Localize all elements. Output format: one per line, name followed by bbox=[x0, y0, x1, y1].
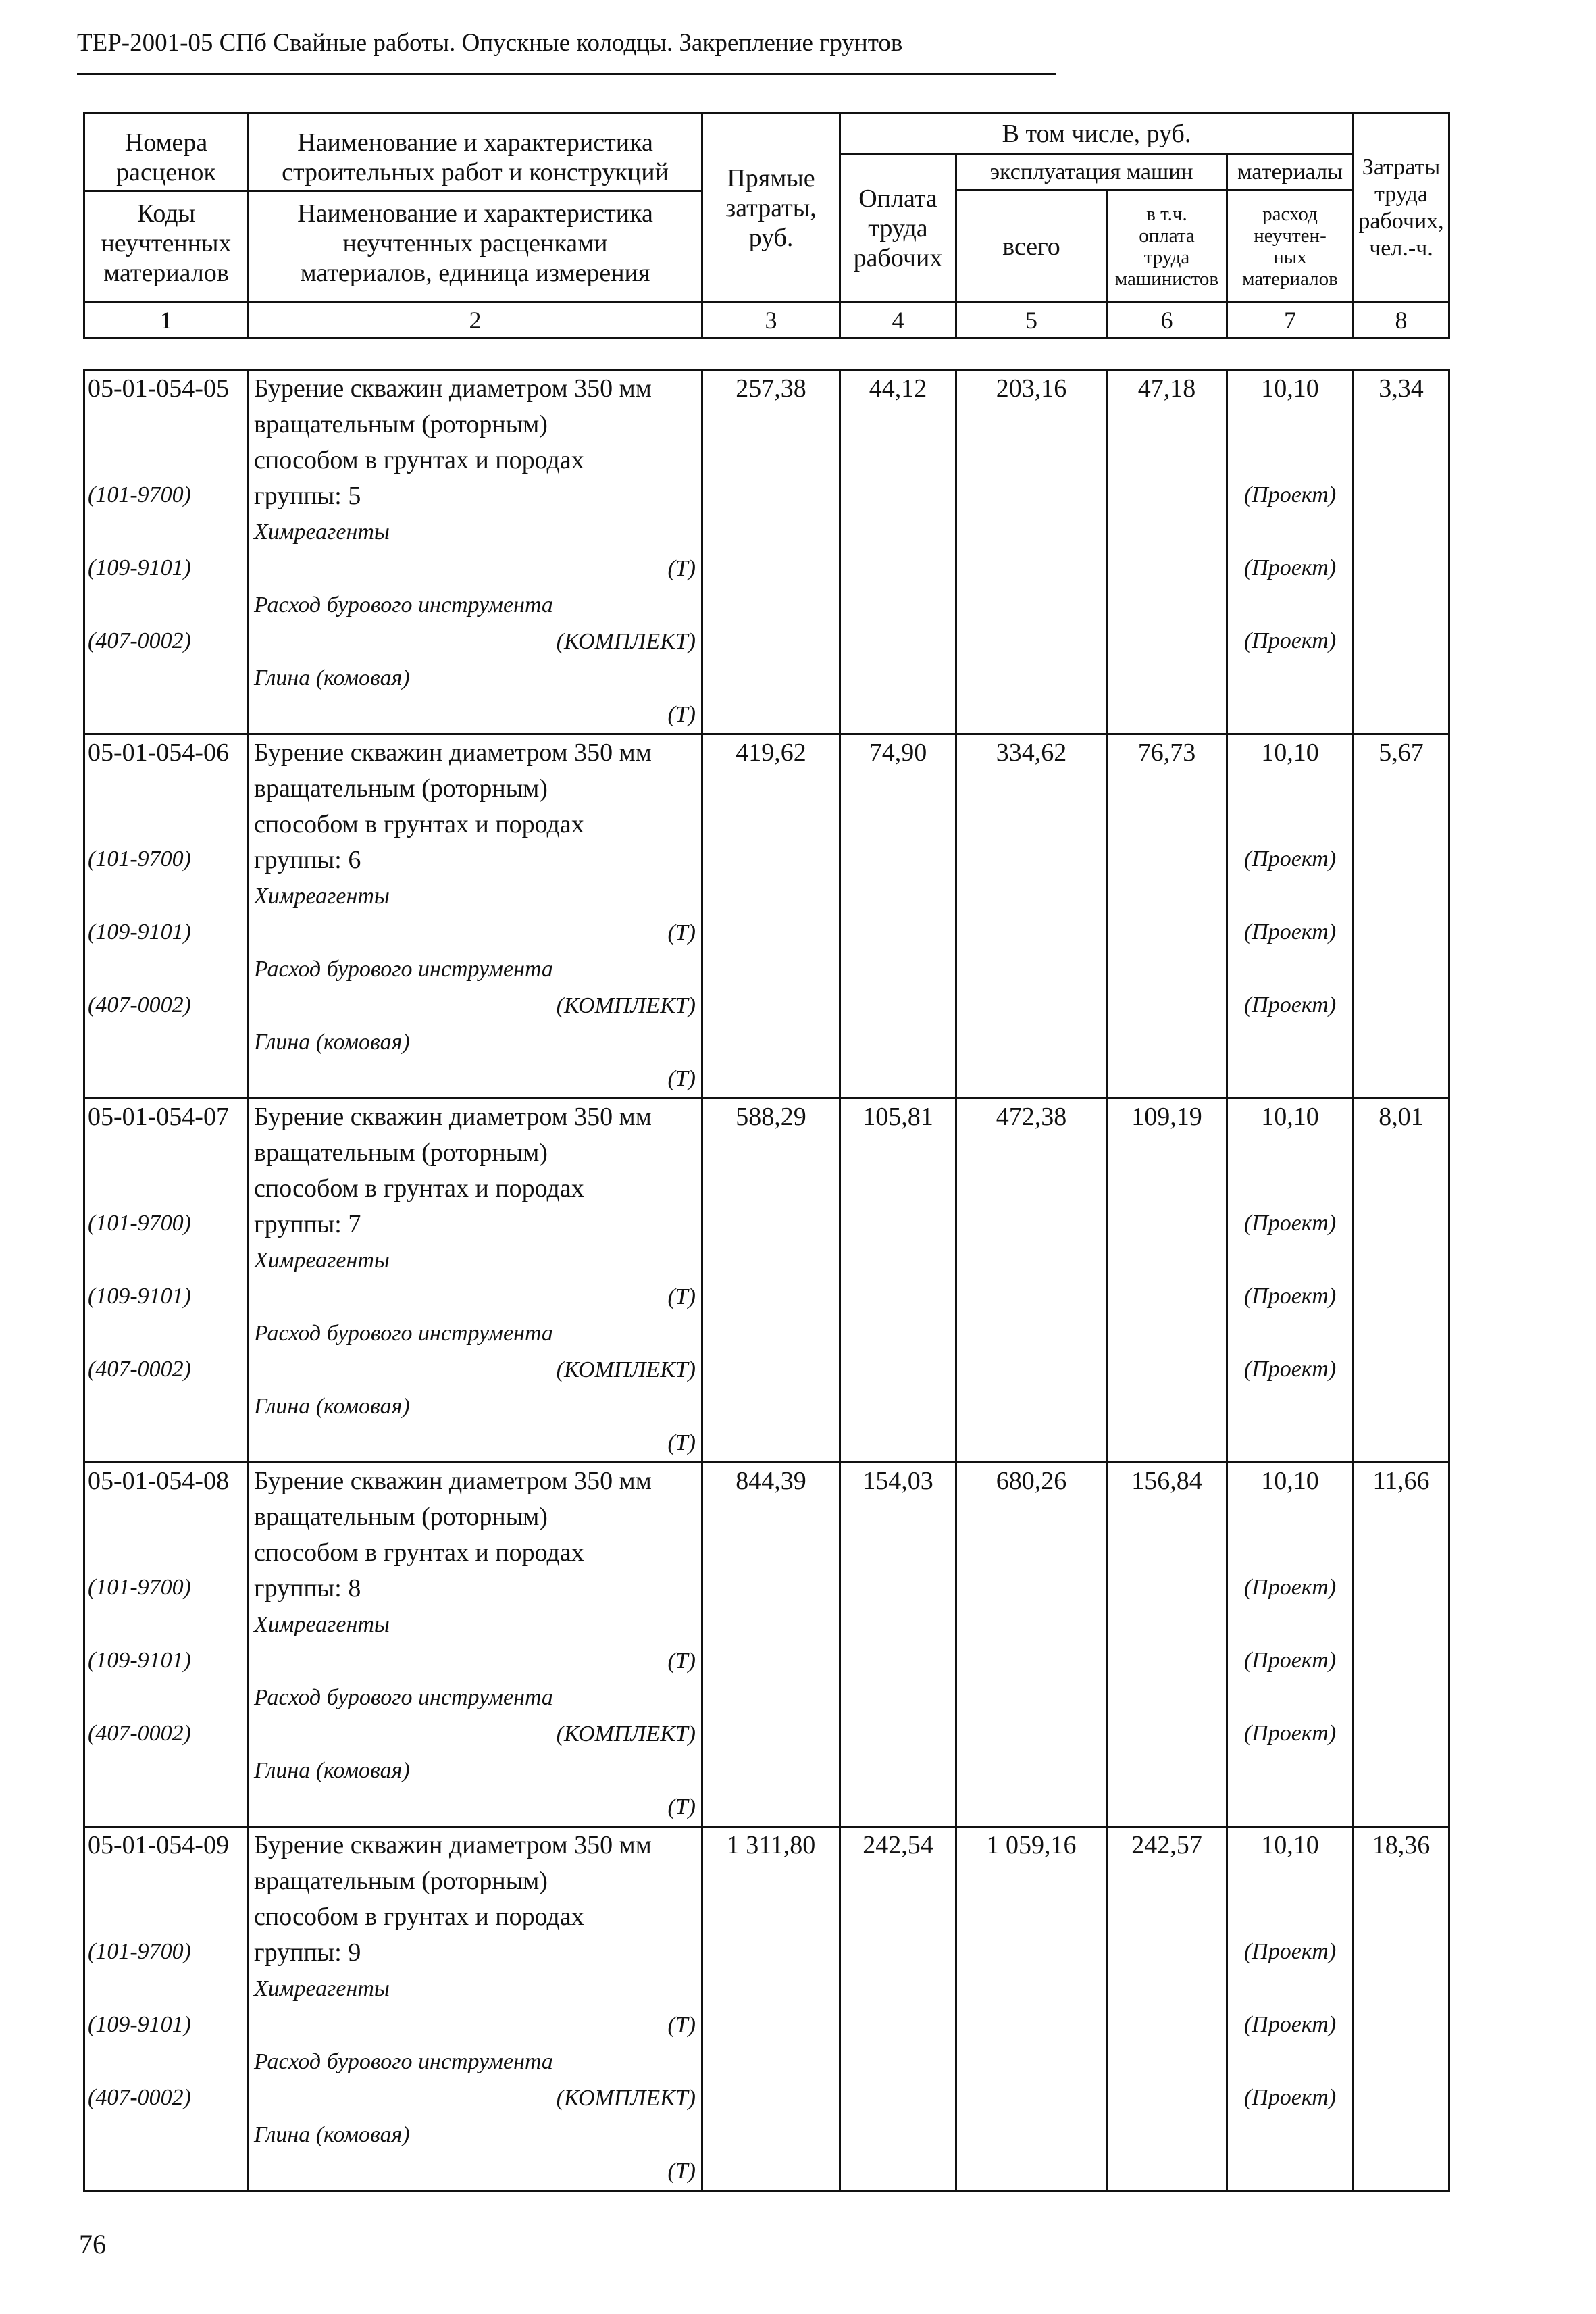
rate-name-line: группы: 9 bbox=[254, 1938, 361, 1967]
spacer bbox=[1228, 1863, 1352, 1898]
rate-name-line: группы: 8 bbox=[254, 1574, 361, 1603]
direct-costs-cell bbox=[702, 1099, 840, 1463]
machinist-pay-cell bbox=[1107, 734, 1227, 1099]
header-machinist-pay-line: труда bbox=[1143, 246, 1190, 268]
header-machines-total: всего bbox=[956, 191, 1107, 303]
spacer bbox=[1228, 2043, 1352, 2080]
spacer bbox=[88, 586, 247, 623]
machinist-pay-cell bbox=[1107, 1463, 1227, 1827]
spacer bbox=[1228, 407, 1352, 442]
header-machines-group: эксплуатация машин bbox=[956, 154, 1227, 191]
labor-hours-cell bbox=[1354, 1827, 1449, 2191]
rate-name-cell bbox=[249, 1099, 702, 1463]
header-group-title: В том числе, руб. bbox=[840, 114, 1354, 154]
spacer bbox=[1228, 1315, 1352, 1351]
material-unit: (Т) bbox=[667, 1649, 696, 1674]
rate-name-cell bbox=[249, 1827, 702, 2191]
direct-costs-value: 1 311,80 bbox=[726, 1831, 816, 1859]
material-name: Расход бурового инструмента bbox=[254, 593, 553, 618]
header-col2-divider bbox=[247, 190, 703, 192]
spacer bbox=[1228, 513, 1352, 550]
column-number: 1 bbox=[84, 303, 249, 338]
header-labor-hours-line: рабочих, bbox=[1358, 208, 1444, 234]
spacer bbox=[88, 951, 247, 987]
direct-costs-value: 257,38 bbox=[736, 374, 806, 403]
spacer bbox=[1228, 1024, 1352, 1060]
machines-total-value: 203,16 bbox=[996, 374, 1067, 403]
material-name: Глина (комовая) bbox=[254, 1758, 410, 1783]
rate-row bbox=[84, 1099, 1449, 1463]
header-direct-costs-line: Прямые bbox=[727, 164, 815, 193]
material-unit: (Т) bbox=[667, 1284, 696, 1309]
header-labor-pay-line: рабочих bbox=[853, 243, 943, 272]
rate-name-line: вращательным (роторным) bbox=[254, 1503, 548, 1531]
material-name: Глина (комовая) bbox=[254, 1394, 410, 1419]
spacer bbox=[1228, 951, 1352, 987]
material-note: (Проект) bbox=[1243, 1939, 1337, 1964]
direct-costs-value: 844,39 bbox=[736, 1467, 806, 1495]
spacer bbox=[88, 806, 247, 841]
header-col2-bottom-line: материалов, единица измерения bbox=[300, 259, 650, 287]
material-name: Глина (комовая) bbox=[254, 665, 410, 690]
header-direct-costs-line: руб. bbox=[748, 223, 794, 252]
materials-cell bbox=[1227, 734, 1354, 1099]
header-labor-pay-line: труда bbox=[868, 213, 928, 243]
labor-pay-cell bbox=[840, 734, 956, 1099]
material-code: (407-0002) bbox=[88, 1357, 191, 1382]
machines-total-cell bbox=[956, 370, 1107, 734]
material-name: Химреагенты bbox=[254, 884, 390, 909]
material-unit: (КОМПЛЕКТ) bbox=[556, 1721, 696, 1746]
header-machinist-pay-line: в т.ч. bbox=[1146, 203, 1187, 225]
rate-code-cell bbox=[84, 734, 249, 1099]
spacer bbox=[1228, 771, 1352, 806]
machinist-pay-cell bbox=[1107, 370, 1227, 734]
material-code: (109-9101) bbox=[88, 920, 191, 945]
material-name: Химреагенты bbox=[254, 1976, 390, 2001]
rate-code-cell bbox=[84, 1099, 249, 1463]
material-note: (Проект) bbox=[1243, 482, 1337, 507]
column-header-table bbox=[83, 112, 1450, 339]
labor-pay-value: 154,03 bbox=[863, 1467, 933, 1495]
materials-cell bbox=[1227, 1827, 1354, 2191]
material-name: Химреагенты bbox=[254, 1248, 390, 1273]
spacer bbox=[88, 1499, 247, 1534]
machines-total-cell bbox=[956, 1463, 1107, 1827]
materials-value: 10,10 bbox=[1261, 1103, 1319, 1131]
material-code: (407-0002) bbox=[88, 2085, 191, 2110]
spacer bbox=[88, 1388, 247, 1424]
machines-total-cell bbox=[956, 734, 1107, 1099]
materials-cell bbox=[1227, 1099, 1354, 1463]
header-materials-consumption-line: ных bbox=[1273, 246, 1307, 268]
machinist-pay-cell bbox=[1107, 1099, 1227, 1463]
rates-table bbox=[83, 369, 1450, 2192]
header-machinist-pay-line: оплата bbox=[1139, 224, 1195, 247]
labor-hours-cell bbox=[1354, 734, 1449, 1099]
material-code: (407-0002) bbox=[88, 1721, 191, 1746]
material-unit: (Т) bbox=[667, 1066, 696, 1091]
direct-costs-cell bbox=[702, 1463, 840, 1827]
direct-costs-value: 419,62 bbox=[736, 738, 806, 767]
material-code: (109-9101) bbox=[88, 555, 191, 580]
direct-costs-cell bbox=[702, 370, 840, 734]
spacer bbox=[88, 1679, 247, 1715]
spacer bbox=[1228, 1534, 1352, 1569]
material-name: Глина (комовая) bbox=[254, 1030, 410, 1055]
material-note: (Проект) bbox=[1243, 1575, 1337, 1600]
rate-name-line: вращательным (роторным) bbox=[254, 410, 548, 438]
rate-code: 05-01-054-07 bbox=[88, 1103, 229, 1131]
spacer bbox=[88, 407, 247, 442]
column-number: 7 bbox=[1227, 303, 1354, 338]
spacer bbox=[88, 1898, 247, 1934]
header-direct-costs bbox=[702, 114, 840, 303]
direct-costs-cell bbox=[702, 734, 840, 1099]
page-number: 76 bbox=[79, 2229, 106, 2259]
materials-value: 10,10 bbox=[1261, 1831, 1319, 1859]
header-col2 bbox=[249, 114, 702, 303]
labor-hours-value: 8,01 bbox=[1379, 1103, 1424, 1131]
material-unit: (Т) bbox=[667, 2159, 696, 2184]
machines-total-value: 1 059,16 bbox=[986, 1831, 1077, 1859]
labor-pay-cell bbox=[840, 1099, 956, 1463]
rate-name-line: способом в грунтах и породах bbox=[254, 446, 584, 474]
column-number: 6 bbox=[1107, 303, 1227, 338]
machinist-pay-value: 47,18 bbox=[1137, 374, 1196, 403]
rate-row bbox=[84, 734, 1449, 1099]
rate-name-line: способом в грунтах и породах bbox=[254, 1174, 584, 1203]
material-code: (101-9700) bbox=[88, 482, 191, 507]
spacer bbox=[88, 513, 247, 550]
spacer bbox=[88, 1606, 247, 1642]
material-unit: (Т) bbox=[667, 556, 696, 581]
spacer bbox=[88, 1315, 247, 1351]
direct-costs-cell bbox=[702, 1827, 840, 2191]
spacer bbox=[88, 1024, 247, 1060]
material-unit: (КОМПЛЕКТ) bbox=[556, 993, 696, 1018]
header-materials-consumption-line: неучтен- bbox=[1254, 224, 1327, 247]
material-note: (Проект) bbox=[1243, 1648, 1337, 1673]
material-name: Расход бурового инструмента bbox=[254, 1685, 553, 1710]
rate-name-line: способом в грунтах и породах bbox=[254, 1538, 584, 1567]
machines-total-cell bbox=[956, 1827, 1107, 2191]
rate-row bbox=[84, 1463, 1449, 1827]
labor-hours-value: 5,67 bbox=[1379, 738, 1424, 767]
rate-name-line: группы: 5 bbox=[254, 482, 361, 510]
header-labor-hours-line: Затраты bbox=[1362, 154, 1441, 180]
machinist-pay-value: 109,19 bbox=[1131, 1103, 1202, 1131]
material-unit: (Т) bbox=[667, 1794, 696, 1819]
spacer bbox=[88, 1242, 247, 1278]
labor-hours-value: 18,36 bbox=[1372, 1831, 1431, 1859]
rate-name-line: группы: 6 bbox=[254, 846, 361, 874]
materials-value: 10,10 bbox=[1261, 1467, 1319, 1495]
rate-code: 05-01-054-08 bbox=[88, 1467, 229, 1495]
header-labor-pay-line: Оплата bbox=[858, 184, 937, 213]
spacer bbox=[1228, 1898, 1352, 1934]
spacer bbox=[1228, 586, 1352, 623]
rate-name-line: Бурение скважин диаметром 350 мм bbox=[254, 374, 652, 403]
rate-code: 05-01-054-06 bbox=[88, 738, 229, 767]
machinist-pay-value: 242,57 bbox=[1131, 1831, 1202, 1859]
spacer bbox=[88, 878, 247, 914]
material-unit: (КОМПЛЕКТ) bbox=[556, 1357, 696, 1382]
labor-hours-cell bbox=[1354, 1463, 1449, 1827]
material-unit: (КОМПЛЕКТ) bbox=[556, 629, 696, 654]
header-col2-top-line: Наименование и характеристика bbox=[297, 128, 653, 157]
labor-hours-value: 11,66 bbox=[1372, 1467, 1430, 1495]
rate-name-line: Бурение скважин диаметром 350 мм bbox=[254, 1103, 652, 1131]
spacer bbox=[1228, 1499, 1352, 1534]
rate-code: 05-01-054-05 bbox=[88, 374, 229, 403]
document-header-title: ТЕР-2001-05 СПб Свайные работы. Опускные колодцы. Закрепление грунтов bbox=[77, 29, 903, 57]
spacer bbox=[1228, 1752, 1352, 1788]
column-number: 4 bbox=[840, 303, 956, 338]
rate-name-line: вращательным (роторным) bbox=[254, 774, 548, 803]
spacer bbox=[1228, 806, 1352, 841]
rate-name-cell bbox=[249, 1463, 702, 1827]
material-note: (Проект) bbox=[1243, 628, 1337, 653]
spacer bbox=[88, 771, 247, 806]
direct-costs-value: 588,29 bbox=[736, 1103, 806, 1131]
labor-hours-cell bbox=[1354, 370, 1449, 734]
rate-name-cell bbox=[249, 370, 702, 734]
rate-name-line: Бурение скважин диаметром 350 мм bbox=[254, 738, 652, 767]
spacer bbox=[1228, 1242, 1352, 1278]
spacer bbox=[88, 1534, 247, 1569]
header-direct-costs-line: затраты, bbox=[725, 193, 817, 222]
labor-pay-value: 44,12 bbox=[869, 374, 927, 403]
rate-name-line: вращательным (роторным) bbox=[254, 1867, 548, 1895]
rate-name-line: способом в грунтах и породах bbox=[254, 1903, 584, 1931]
header-labor-hours-line: труда bbox=[1374, 181, 1428, 207]
spacer bbox=[1228, 442, 1352, 477]
labor-hours-cell bbox=[1354, 1099, 1449, 1463]
material-note: (Проект) bbox=[1243, 2085, 1337, 2110]
material-code: (101-9700) bbox=[88, 847, 191, 872]
spacer bbox=[1228, 1170, 1352, 1205]
column-number: 2 bbox=[249, 303, 702, 338]
labor-hours-value: 3,34 bbox=[1379, 374, 1424, 403]
header-machinist-pay-line: машинистов bbox=[1114, 268, 1219, 290]
material-code: (407-0002) bbox=[88, 628, 191, 653]
rate-code-cell bbox=[84, 1827, 249, 2191]
machines-total-value: 472,38 bbox=[996, 1103, 1067, 1131]
header-col1 bbox=[84, 114, 249, 303]
spacer bbox=[88, 442, 247, 477]
material-name: Химреагенты bbox=[254, 1612, 390, 1637]
rate-name-line: группы: 7 bbox=[254, 1210, 361, 1238]
material-name: Расход бурового инструмента bbox=[254, 2049, 553, 2074]
materials-value: 10,10 bbox=[1261, 738, 1319, 767]
rate-code: 05-01-054-09 bbox=[88, 1831, 229, 1859]
header-materials-consumption-line: материалов bbox=[1242, 268, 1338, 290]
column-number: 3 bbox=[702, 303, 840, 338]
header-materials-consumption-line: расход bbox=[1262, 203, 1318, 225]
material-unit: (КОМПЛЕКТ) bbox=[556, 2086, 696, 2111]
material-name: Расход бурового инструмента bbox=[254, 1321, 553, 1346]
header-col2-bottom-line: Наименование и характеристика bbox=[297, 199, 653, 228]
material-name: Расход бурового инструмента bbox=[254, 957, 553, 982]
materials-cell bbox=[1227, 1463, 1354, 1827]
spacer bbox=[88, 1863, 247, 1898]
rate-code-cell bbox=[84, 370, 249, 734]
column-number: 8 bbox=[1354, 303, 1449, 338]
spacer bbox=[88, 1170, 247, 1205]
column-number: 5 bbox=[956, 303, 1107, 338]
machinist-pay-cell bbox=[1107, 1827, 1227, 2191]
material-note: (Проект) bbox=[1243, 992, 1337, 1017]
material-code: (101-9700) bbox=[88, 1211, 191, 1236]
spacer bbox=[88, 2043, 247, 2080]
materials-cell bbox=[1227, 370, 1354, 734]
labor-pay-value: 105,81 bbox=[863, 1103, 933, 1131]
spacer bbox=[1228, 2116, 1352, 2153]
spacer bbox=[88, 2116, 247, 2153]
labor-pay-value: 242,54 bbox=[863, 1831, 933, 1859]
spacer bbox=[1228, 1606, 1352, 1642]
rate-name-line: Бурение скважин диаметром 350 мм bbox=[254, 1831, 652, 1859]
header-col1-top-line: расценок bbox=[116, 158, 216, 186]
material-name: Химреагенты bbox=[254, 520, 390, 545]
material-code: (109-9101) bbox=[88, 1648, 191, 1673]
header-materials-group: материалы bbox=[1227, 154, 1354, 191]
labor-pay-cell bbox=[840, 370, 956, 734]
spacer bbox=[88, 659, 247, 696]
header-col1-divider bbox=[83, 190, 249, 192]
spacer bbox=[1228, 878, 1352, 914]
header-labor-hours-line: чел.-ч. bbox=[1369, 235, 1433, 261]
material-note: (Проект) bbox=[1243, 1721, 1337, 1746]
machines-total-cell bbox=[956, 1099, 1107, 1463]
rate-row bbox=[84, 1827, 1449, 2191]
labor-pay-value: 74,90 bbox=[869, 738, 927, 767]
header-materials-consumption bbox=[1227, 191, 1354, 303]
machinist-pay-value: 76,73 bbox=[1137, 738, 1196, 767]
material-code: (109-9101) bbox=[88, 2012, 191, 2037]
material-note: (Проект) bbox=[1243, 1211, 1337, 1236]
material-note: (Проект) bbox=[1243, 847, 1337, 872]
labor-pay-cell bbox=[840, 1463, 956, 1827]
header-labor-pay bbox=[840, 154, 956, 303]
header-col2-top-line: строительных работ и конструкций bbox=[282, 158, 669, 186]
header-labor-hours bbox=[1354, 114, 1449, 303]
header-col1-top-line: Номера bbox=[124, 128, 208, 157]
material-unit: (Т) bbox=[667, 1430, 696, 1455]
material-note: (Проект) bbox=[1243, 555, 1337, 580]
spacer bbox=[1228, 659, 1352, 696]
material-note: (Проект) bbox=[1243, 1357, 1337, 1382]
material-unit: (Т) bbox=[667, 702, 696, 727]
material-code: (101-9700) bbox=[88, 1575, 191, 1600]
spacer bbox=[88, 1752, 247, 1788]
material-unit: (Т) bbox=[667, 2013, 696, 2038]
material-note: (Проект) bbox=[1243, 1284, 1337, 1309]
material-code: (101-9700) bbox=[88, 1939, 191, 1964]
rate-row bbox=[84, 370, 1449, 734]
machines-total-value: 680,26 bbox=[996, 1467, 1067, 1495]
material-unit: (Т) bbox=[667, 920, 696, 945]
spacer bbox=[1228, 1970, 1352, 2007]
rate-name-line: вращательным (роторным) bbox=[254, 1138, 548, 1167]
rate-name-cell bbox=[249, 734, 702, 1099]
materials-value: 10,10 bbox=[1261, 374, 1319, 403]
header-col1-bottom-line: Коды bbox=[136, 199, 196, 228]
rate-name-line: Бурение скважин диаметром 350 мм bbox=[254, 1467, 652, 1495]
spacer bbox=[1228, 1388, 1352, 1424]
header-machinist-pay bbox=[1107, 191, 1227, 303]
spacer bbox=[1228, 1679, 1352, 1715]
spacer bbox=[1228, 1135, 1352, 1170]
header-col1-bottom-line: неучтенных bbox=[101, 229, 232, 257]
spacer bbox=[88, 1135, 247, 1170]
material-name: Глина (комовая) bbox=[254, 2122, 410, 2147]
spacer bbox=[88, 1970, 247, 2007]
labor-pay-cell bbox=[840, 1827, 956, 2191]
header-col1-bottom-line: материалов bbox=[103, 259, 229, 287]
material-code: (407-0002) bbox=[88, 992, 191, 1017]
header-rule bbox=[77, 73, 1056, 75]
machines-total-value: 334,62 bbox=[996, 738, 1067, 767]
material-code: (109-9101) bbox=[88, 1284, 191, 1309]
rate-name-line: способом в грунтах и породах bbox=[254, 810, 584, 838]
rate-code-cell bbox=[84, 1463, 249, 1827]
material-note: (Проект) bbox=[1243, 2012, 1337, 2037]
header-col2-bottom-line: неучтенных расценками bbox=[342, 229, 608, 257]
material-note: (Проект) bbox=[1243, 920, 1337, 945]
machinist-pay-value: 156,84 bbox=[1131, 1467, 1202, 1495]
